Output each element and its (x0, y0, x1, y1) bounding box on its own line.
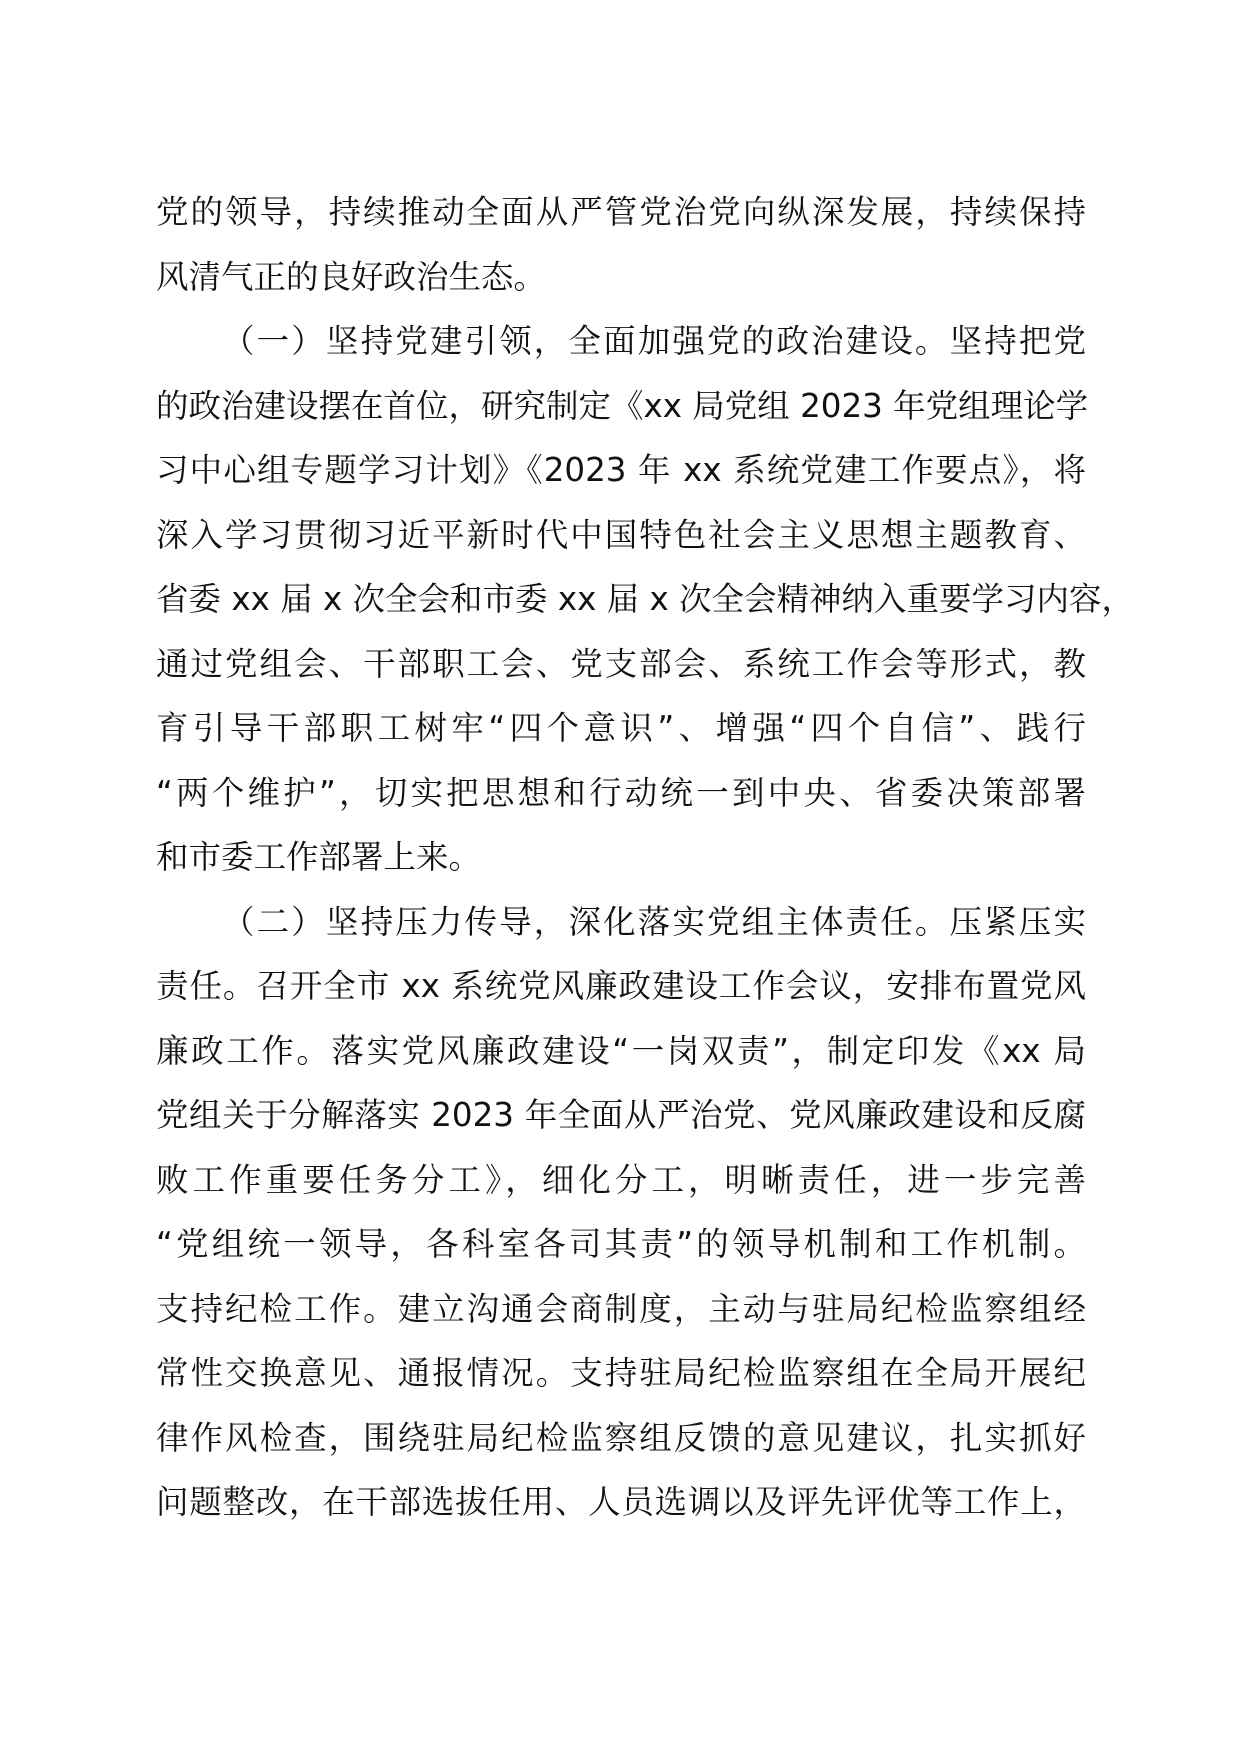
text-line-21: 问题整改，在干部选拔任用、人员选调以及评先评优等工作上， (156, 1483, 1086, 1521)
text-line-4: 的政治建设摆在首位，研究制定《xx 局党组 2023 年党组理论学 (156, 386, 1089, 425)
text-line-12-section-heading-2: （二）坚持压力传导，深化落实党组主体责任。压紧压实 (222, 902, 1086, 941)
text-line-19: 常性交换意见、通报情况。支持驻局纪检监察组在全局开展纪 (156, 1354, 1086, 1392)
text-line-10: “两个维护”，切实把思想和行动统一到中央、省委决策部署 (156, 773, 1086, 812)
body-text (156, 180, 1135, 1535)
text-line-6: 深入学习贯彻习近平新时代中国特色社会主义思想主题教育、 (156, 515, 1086, 554)
text-line-3-section-heading-1: （一）坚持党建引领，全面加强党的政治建设。坚持把党 (222, 322, 1086, 360)
text-line-9: 育引导干部职工树牢“四个意识”、增强“四个自信”、践行 (156, 709, 1086, 747)
text-line-18: 支持纪检工作。建立沟通会商制度，主动与驻局纪检监察组经 (156, 1289, 1086, 1328)
text-line-5: 习中心组专题学习计划》《2023 年 xx 系统党建工作要点》，将 (156, 451, 1086, 489)
text-line-13: 责任。召开全市 xx 系统党风廉政建设工作会议，安排布置党风 (156, 967, 1086, 1005)
text-line-11: 和市委工作部署上来。 (156, 838, 482, 876)
text-line-14: 廉政工作。落实党风廉政建设“一岗双责”，制定印发《xx 局 (156, 1031, 1086, 1070)
text-line-20: 律作风检查，围绕驻局纪检监察组反馈的意见建议，扎实抓好 (156, 1418, 1086, 1457)
text-line-2: 风清气正的良好政治生态。 (156, 257, 547, 296)
text-line-15: 党组关于分解落实 2023 年全面从严治党、党风廉政建设和反腐 (156, 1096, 1086, 1134)
text-line-7: 省委 xx 届 x 次全会和市委 xx 届 x 次全会精神纳入重要学习内容， (156, 580, 1135, 618)
text-line-8: 通过党组会、干部职工会、党支部会、系统工作会等形式，教 (156, 644, 1086, 683)
text-line-17: “党组统一领导，各科室各司其责”的领导机制和工作机制。 (156, 1225, 1086, 1263)
text-line-1: 党的领导，持续推动全面从严管党治党向纵深发展，持续保持 (156, 193, 1086, 231)
text-line-16: 败工作重要任务分工》，细化分工，明晰责任，进一步完善 (156, 1160, 1086, 1199)
